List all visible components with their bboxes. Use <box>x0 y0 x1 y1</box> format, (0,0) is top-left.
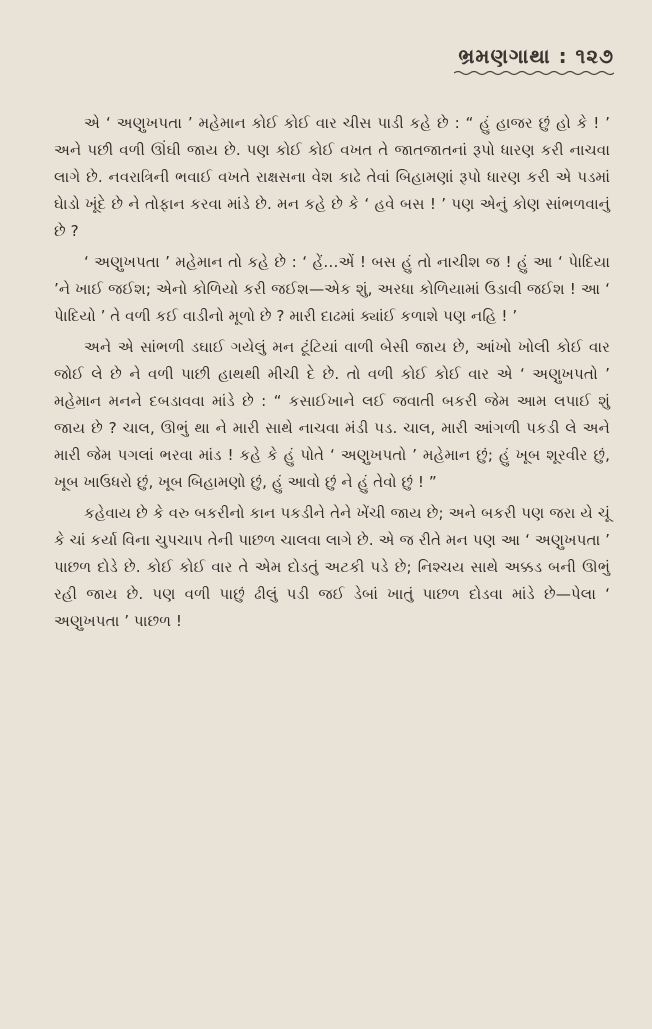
paragraph-3: અને એ સાંભળી ડઘાઈ ગયેલું મન ટૂંટિયાં વાળી બેસી જાય છે, આંખો ખોલી કોઈ વાર જોઈ લે છે ને વળી પાછી હાથથી મીચી દે છે. તો વળી કોઈ કોઈ વાર એ ‘ અણુખપતો ’ મહેમાન મનને દબડાવવા માંડે છે : “ કસાઈખાને લઈ જવાતી બકરી જેમ આમ લપાઈ શું જાય છે ? ચાલ, ઊભું થા ને મારી સાથે નાચવા મંડી પડ. ચાલ, મારી આંગળી પકડી લે અને મારી જેમ પગલાં ભરવા માંડ ! કહે કે હું પોતે ‘ અણુખપતો ’ મહેમાન છું; હું ખૂબ શૂરવીર છું, ખૂબ ખાઉધરો છું, ખૂબ બિહામણો છું, હું આવો છું ને હું તેવો છું ! ” <box>54 338 610 491</box>
paragraph-1: એ ‘ અણુખપતા ’ મહેમાન કોઈ કોઈ વાર ચીસ પાડી કહે છે : “ હું હાજર છું હો કે ! ’ અને પછી વળી ઊંઘી જાય છે. પણ કોઈ કોઈ વખત તે જાતજાતનાં રૂપો ધારણ કરી નાચવા લાગે છે. નવરાત્રિની ભવાઈ વખતે રાક્ષસના વેશ કાઢે તેવાં બિહામણાં રૂપો ધારણ કરી એ પડમાં ઘેાડો ખૂંદે છે ને તોફાન કરવા માંડે છે. મન કહે છે કે ‘ હવે બસ ! ’ પણ એનું કોણ સાંભળવાનું છે ? <box>54 114 610 240</box>
paragraph-4: કહેવાય છે કે વરુ બકરીનો કાન પકડીને તેને ખેંચી જાય છે; અને બકરી પણ જરા યે ચૂં કે ચાં કર્યા વિના ચુપચાપ તેની પાછળ ચાલવા લાગે છે. એ જ રીતે મન પણ આ ‘ અણુખપતા ’ પાછળ દોડે છે. કોઈ કોઈ વાર તે એમ દોડતું અટકી પડે છે; નિશ્ચય સાથે અક્કડ બની ઊભું રહી જાય છે. પણ વળી પાછું ઢીલું પડી જઈ ડેબાં ખાતું પાછળ દોડવા માંડે છે—પેલા ‘ અણુખપતા ’ પાછળ ! <box>54 504 610 630</box>
running-head <box>454 44 614 80</box>
paragraph-2: ‘ અણુખપતા ’ મહેમાન તો કહે છે : ‘ હેં…એં ! બસ હું તો નાચીશ જ ! હું આ ‘ પેાદિયા ’ને ખાઈ જઈશ; એનો કોળિયો કરી જઈશ—એક શું, અરધા કોળિયામાં ઉડાવી જઈશ ! આ ‘ પેાદિયો ’ તે વળી કઈ વાડીનો મૂળો છે ? મારી દાઢમાં ક્યાંઈ કળાશે પણ નહિ ! ’ <box>54 253 610 325</box>
body-text <box>54 110 610 635</box>
running-head-title: ભ્રમણગાથા : ૧૨૭ <box>458 44 614 68</box>
wavy-rule-ornament <box>454 70 614 76</box>
